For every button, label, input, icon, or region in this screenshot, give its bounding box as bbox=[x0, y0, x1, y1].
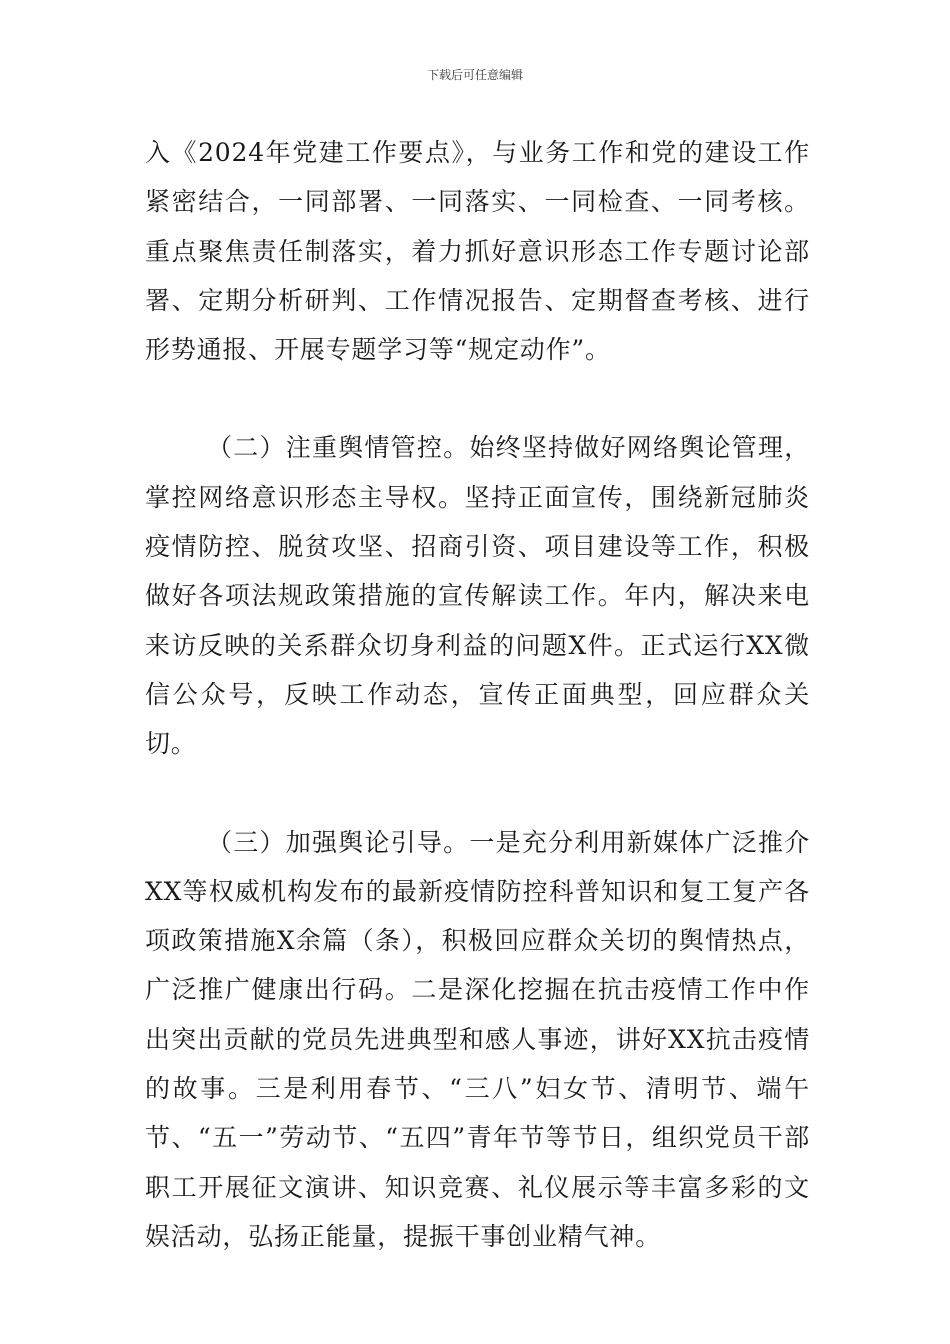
paragraph-section-2: （二）注重舆情管控。始终坚持做好网络舆论管理，掌控网络意识形态主导权。坚持正面宣传，围绕新冠肺炎疫情防控、脱贫攻坚、招商引资、项目建设等工作，积极做好各项法规政策措施的宣传解读工作。年内，解决来电来访反映的关系群众切身利益的问题X件。正式运行XX微信公众号，反映工作动态，宣传正面典型，回应群众关切。 bbox=[145, 433, 810, 759]
paragraph-spacer bbox=[145, 374, 810, 423]
page-header: 下载后可任意编辑 bbox=[426, 68, 523, 82]
paragraph-section-3: （三）加强舆论引导。一是充分利用新媒体广泛推介XX等权威机构发布的最新疫情防控科普知识和复工复产各项政策措施X余篇（条），积极回应群众关切的舆情热点，广泛推广健康出行码。二是深化挖掘在抗击疫情工作中作出突出贡献的党员先进典型和感人事迹，讲好XX抗击疫情的故事。三是利用春节、“三八”妇女节、清明节、端午节、“五一”劳动节、“五四”青年节等节日，组织党员干部职工开展征文演讲、知识竞赛、礼仪展示等丰富多彩的文娱活动，弘扬正能量，提振干事创业精气神。 bbox=[145, 827, 810, 1251]
paragraph-continued: 入《2024年党建工作要点》，与业务工作和党的建设工作紧密结合，一同部署、一同落实、一同检查、一同考核。重点聚焦责任制落实，着力抓好意识形态工作专题讨论部署、定期分析研判、工作情况报告、定期督查考核、进行形势通报、开展专题学习等“规定动作”。 bbox=[145, 138, 810, 365]
paragraph-spacer bbox=[145, 769, 810, 818]
document-body bbox=[145, 128, 810, 1261]
